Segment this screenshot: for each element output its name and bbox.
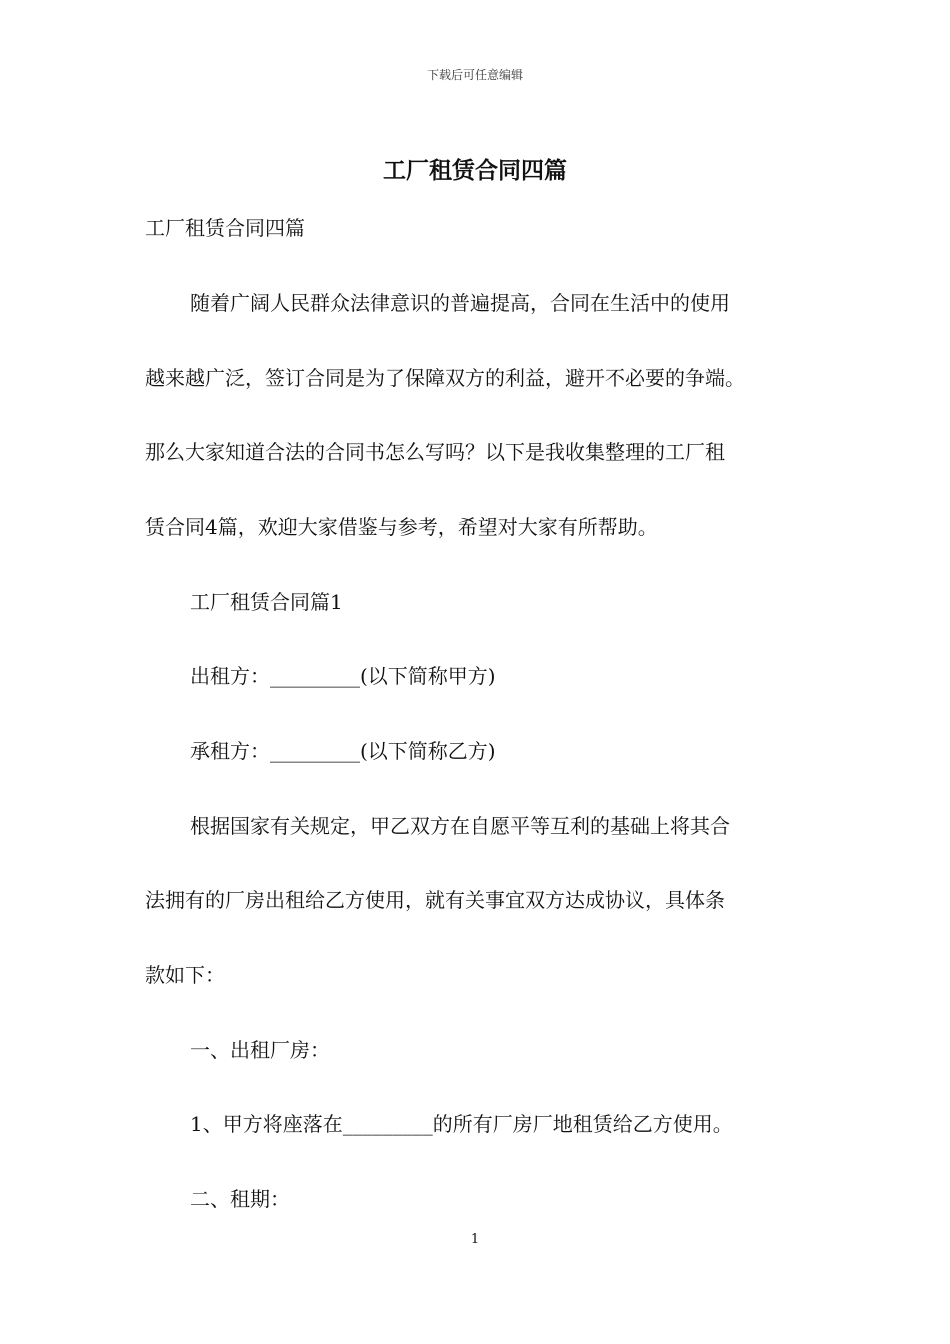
page-number: 1 bbox=[470, 1232, 480, 1247]
section-heading: 工厂租赁合同篇1 bbox=[190, 590, 343, 614]
paragraph-line: 根据国家有关规定，甲乙双方在自愿平等互利的基础上将其合 bbox=[190, 814, 730, 838]
paragraph-line: 款如下： bbox=[145, 963, 225, 987]
subtitle-line: 工厂租赁合同四篇 bbox=[145, 216, 305, 240]
paragraph-line: 越来越广泛，签订合同是为了保障双方的利益，避开不必要的争端。 bbox=[145, 366, 745, 390]
paragraph-line: 法拥有的厂房出租给乙方使用，就有关事宜双方达成协议，具体条 bbox=[145, 888, 725, 912]
clause-heading: 一、出租厂房： bbox=[190, 1038, 330, 1062]
header-note: 下载后可任意编辑 bbox=[426, 68, 523, 82]
document-title: 工厂租赁合同四篇 bbox=[383, 157, 567, 184]
paragraph-line: 随着广阔人民群众法律意识的普遍提高，合同在生活中的使用 bbox=[190, 291, 730, 315]
clause-item: 1、甲方将座落在_________的所有厂房厂地租赁给乙方使用。 bbox=[190, 1112, 733, 1136]
paragraph-line: 赁合同4篇，欢迎大家借鉴与参考，希望对大家有所帮助。 bbox=[145, 515, 658, 539]
lessee-line: 承租方：_________(以下简称乙方) bbox=[190, 739, 496, 763]
paragraph-line: 那么大家知道合法的合同书怎么写吗？以下是我收集整理的工厂租 bbox=[145, 440, 725, 464]
clause-heading: 二、租期： bbox=[190, 1187, 290, 1211]
lessor-line: 出租方：_________(以下简称甲方) bbox=[190, 664, 496, 688]
